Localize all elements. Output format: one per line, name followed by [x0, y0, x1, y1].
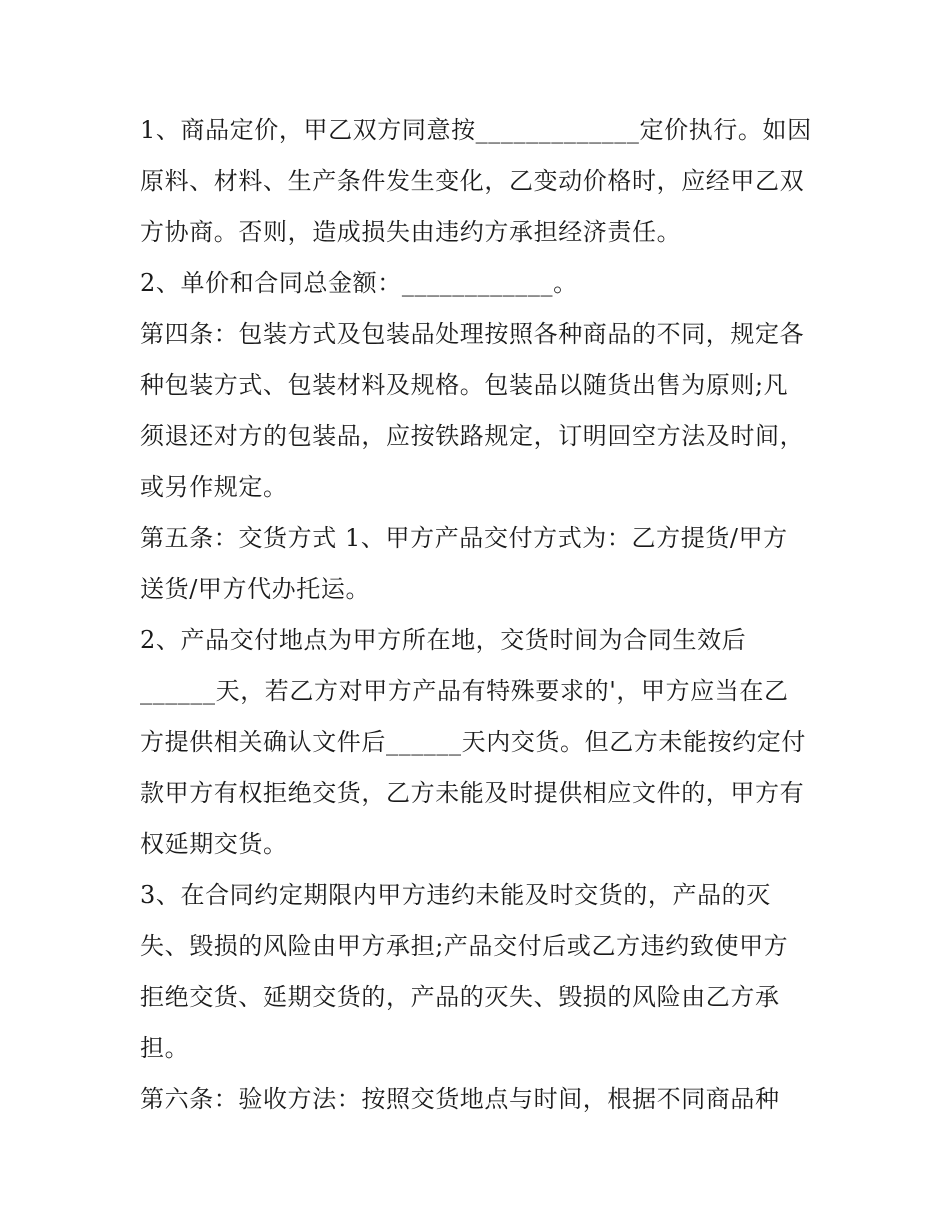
text-line: 送货/甲方代办托运。 — [140, 575, 371, 603]
text-line: 或另作规定。 — [140, 473, 288, 501]
text-line: 2、产品交付地点为甲方所在地，交货时间为合同生效后 — [140, 626, 747, 654]
text-line: 须退还对方的包装品，应按铁路规定，订明回空方法及时间， — [140, 422, 805, 450]
text-line: 担。 — [140, 1034, 190, 1062]
text-line: 方提供相关确认文件后______天内交货。但乙方未能按约定付 — [140, 728, 806, 756]
text-line: 款甲方有权拒绝交货，乙方未能及时提供相应文件的，甲方有 — [140, 779, 805, 807]
text-line: 3、在合同约定期限内甲方违约未能及时交货的，产品的灭 — [140, 881, 771, 909]
text-line: 2、单价和合同总金额：____________。 — [140, 269, 578, 297]
text-line: 种包装方式、包装材料及规格。包装品以随货出售为原则;凡 — [140, 371, 789, 399]
text-line: 失、毁损的风险由甲方承担;产品交付后或乙方违约致使甲方 — [140, 932, 789, 960]
text-line: 权延期交货。 — [140, 830, 288, 858]
text-line: 第五条：交货方式 1、甲方产品交付方式为：乙方提货/甲方 — [140, 524, 788, 552]
text-line: 原料、材料、生产条件发生变化，乙变动价格时，应经甲乙双 — [140, 167, 805, 195]
text-line: 方协商。否则，造成损失由违约方承担经济责任。 — [140, 218, 682, 246]
text-line: ______天，若乙方对甲方产品有特殊要求的'，甲方应当在乙 — [140, 677, 789, 705]
text-line: 第四条：包装方式及包装品处理按照各种商品的不同，规定各 — [140, 320, 805, 348]
text-line: 第六条：验收方法：按照交货地点与时间，根据不同商品种 — [140, 1085, 780, 1113]
document-body — [140, 108, 820, 1128]
text-line: 1、商品定价，甲乙双方同意按_____________定价执行。如因 — [140, 116, 812, 144]
text-line: 拒绝交货、延期交货的，产品的灭失、毁损的风险由乙方承 — [140, 983, 780, 1011]
